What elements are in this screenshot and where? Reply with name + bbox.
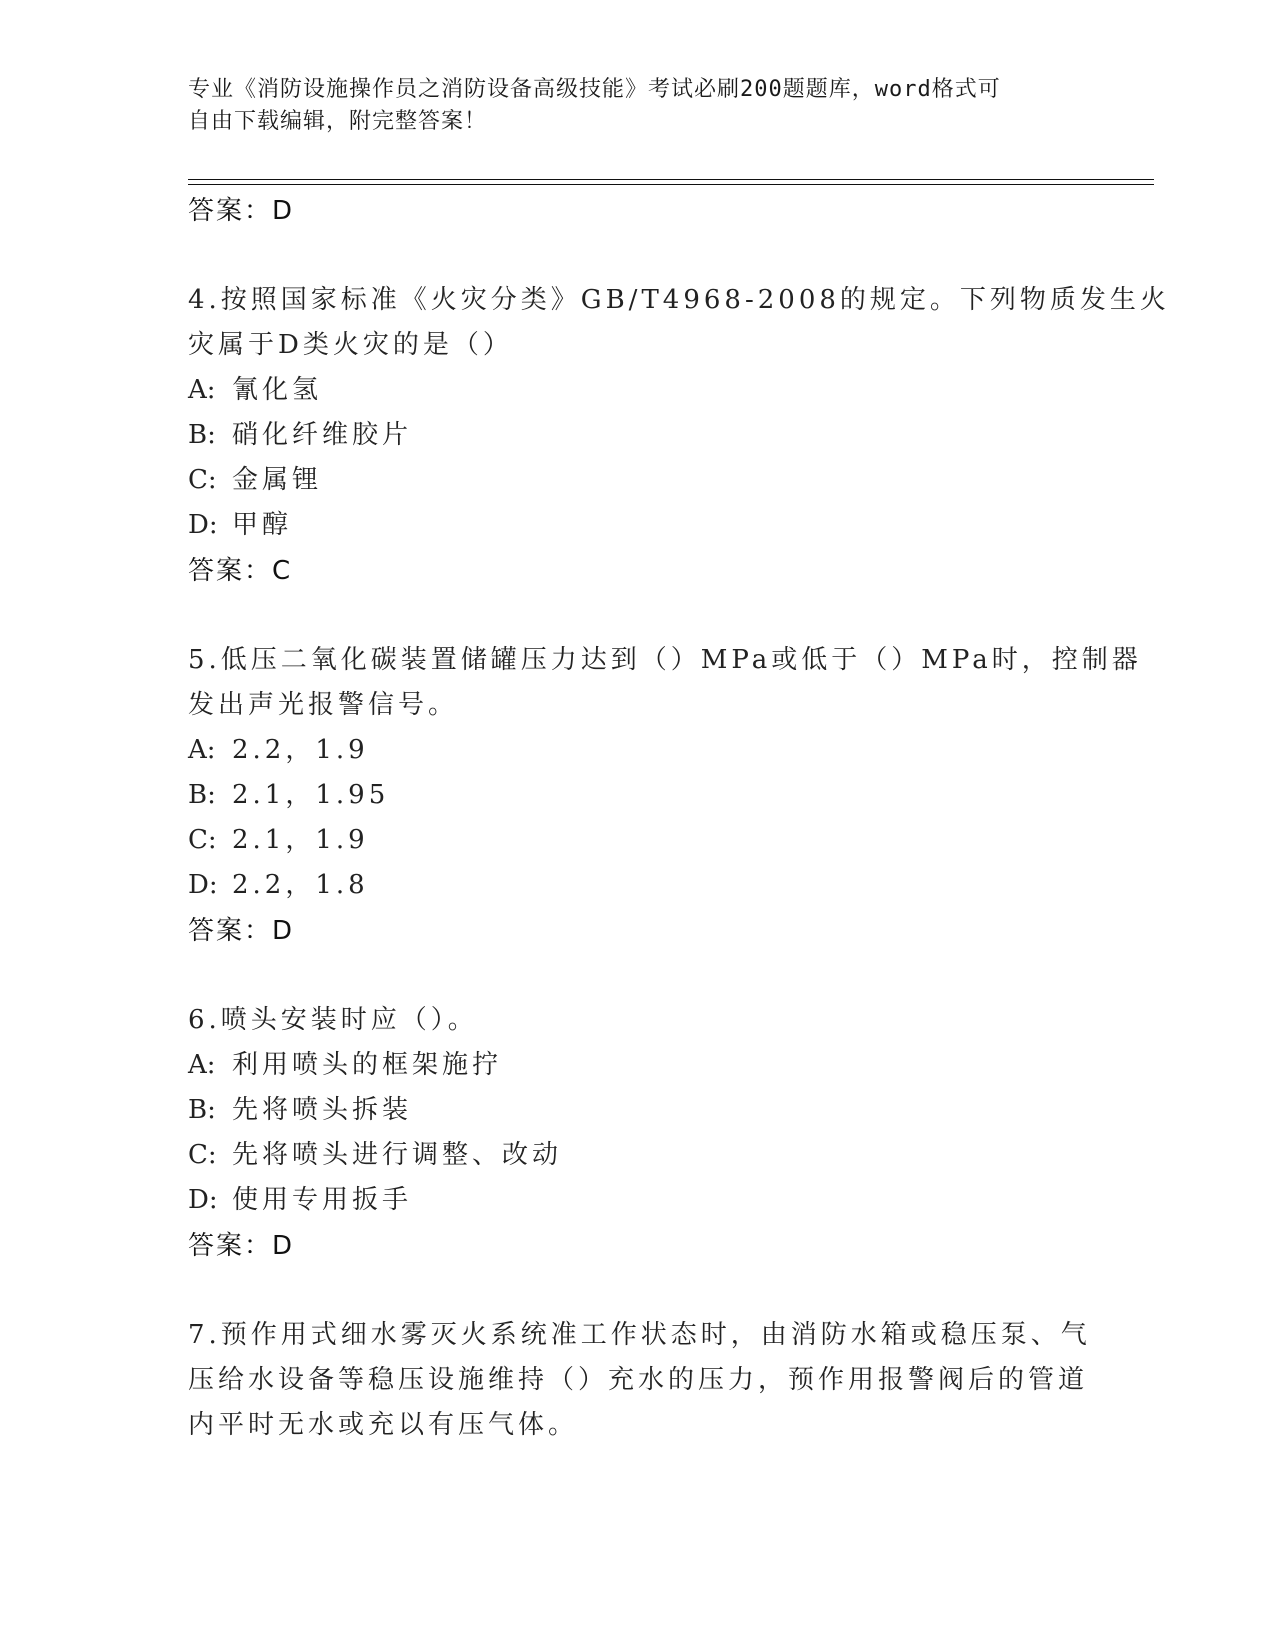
question-4-option-b <box>188 413 1088 458</box>
question-7-line-1: 7.预作用式细水雾灭火系统准工作状态时，由消防水箱或稳压泵、气 <box>188 1320 1091 1350</box>
answer-q4: 答案：C <box>188 556 293 586</box>
question-7 <box>188 1313 1091 1448</box>
question-6-option-b <box>188 1088 1088 1133</box>
question-4-option-d <box>188 503 1088 548</box>
question-5-line-2: 发出声光报警信号。 <box>188 690 459 720</box>
option-label: C: <box>188 1140 217 1170</box>
option-text: 氰化氢 <box>232 375 323 405</box>
header-line-2: 自由下载编辑，附完整答案！ <box>188 109 488 134</box>
question-4-option-c <box>188 458 1088 503</box>
question-6 <box>188 998 1088 1269</box>
option-text: 硝化纤维胶片 <box>232 420 413 450</box>
option-text: 金属锂 <box>232 465 323 495</box>
page-header <box>188 74 1088 138</box>
option-label: B: <box>188 420 216 450</box>
question-6-option-d <box>188 1178 1088 1223</box>
question-7-line-2: 压给水设备等稳压设施维持（）充水的压力，预作用报警阀后的管道 <box>188 1365 1089 1395</box>
header-rule-bottom <box>188 184 1154 185</box>
header-rule-top <box>188 179 1154 180</box>
option-text: 2.1，1.9 <box>232 825 369 855</box>
option-label: D: <box>188 1185 218 1215</box>
question-4-line-2: 灾属于D类火灾的是（） <box>188 330 513 360</box>
spacer <box>188 1269 1088 1313</box>
question-4-option-a <box>188 368 1088 413</box>
option-label: D: <box>188 510 218 540</box>
option-text: 2.1，1.95 <box>232 780 390 810</box>
question-5-line-1: 5.低压二氧化碳装置储罐压力达到（）MPa或低于（）MPa时，控制器 <box>188 645 1142 675</box>
question-7-line-3: 内平时无水或充以有压气体。 <box>188 1410 579 1440</box>
option-text: 使用专用扳手 <box>232 1185 413 1215</box>
header-line-1: 专业《消防设施操作员之消防设备高级技能》考试必刷200题题库，word格式可 <box>188 77 1001 102</box>
question-4-line-1: 4.按照国家标准《火灾分类》GB/T4968-2008的规定。下列物质发生火 <box>188 285 1170 315</box>
option-text: 先将喷头进行调整、改动 <box>232 1140 563 1170</box>
answer-q3: 答案：D <box>188 196 295 226</box>
question-4 <box>188 278 1170 594</box>
option-label: B: <box>188 1095 216 1125</box>
question-5-option-c <box>188 818 1088 863</box>
question-5-option-a <box>188 728 1088 773</box>
spacer <box>188 954 1088 998</box>
question-5 <box>188 638 1142 954</box>
option-label: A: <box>188 735 216 765</box>
option-label: A: <box>188 1050 216 1080</box>
option-text: 先将喷头拆装 <box>232 1095 413 1125</box>
answer-q5: 答案：D <box>188 916 295 946</box>
spacer <box>188 234 1088 278</box>
question-6-option-a <box>188 1043 1088 1088</box>
spacer <box>188 594 1088 638</box>
answer-q6: 答案：D <box>188 1231 295 1261</box>
document-body <box>188 188 1170 1448</box>
option-label: A: <box>188 375 216 405</box>
question-6-option-c <box>188 1133 1088 1178</box>
option-text: 利用喷头的框架施拧 <box>232 1050 503 1080</box>
question-5-option-b <box>188 773 1088 818</box>
question-5-option-d <box>188 863 1088 908</box>
option-text: 2.2，1.9 <box>232 735 369 765</box>
option-label: C: <box>188 465 217 495</box>
option-text: 2.2，1.8 <box>232 870 369 900</box>
option-text: 甲醇 <box>232 510 293 540</box>
option-label: B: <box>188 780 216 810</box>
option-label: C: <box>188 825 217 855</box>
question-6-line-1: 6.喷头安装时应（）。 <box>188 1005 478 1035</box>
option-label: D: <box>188 870 218 900</box>
